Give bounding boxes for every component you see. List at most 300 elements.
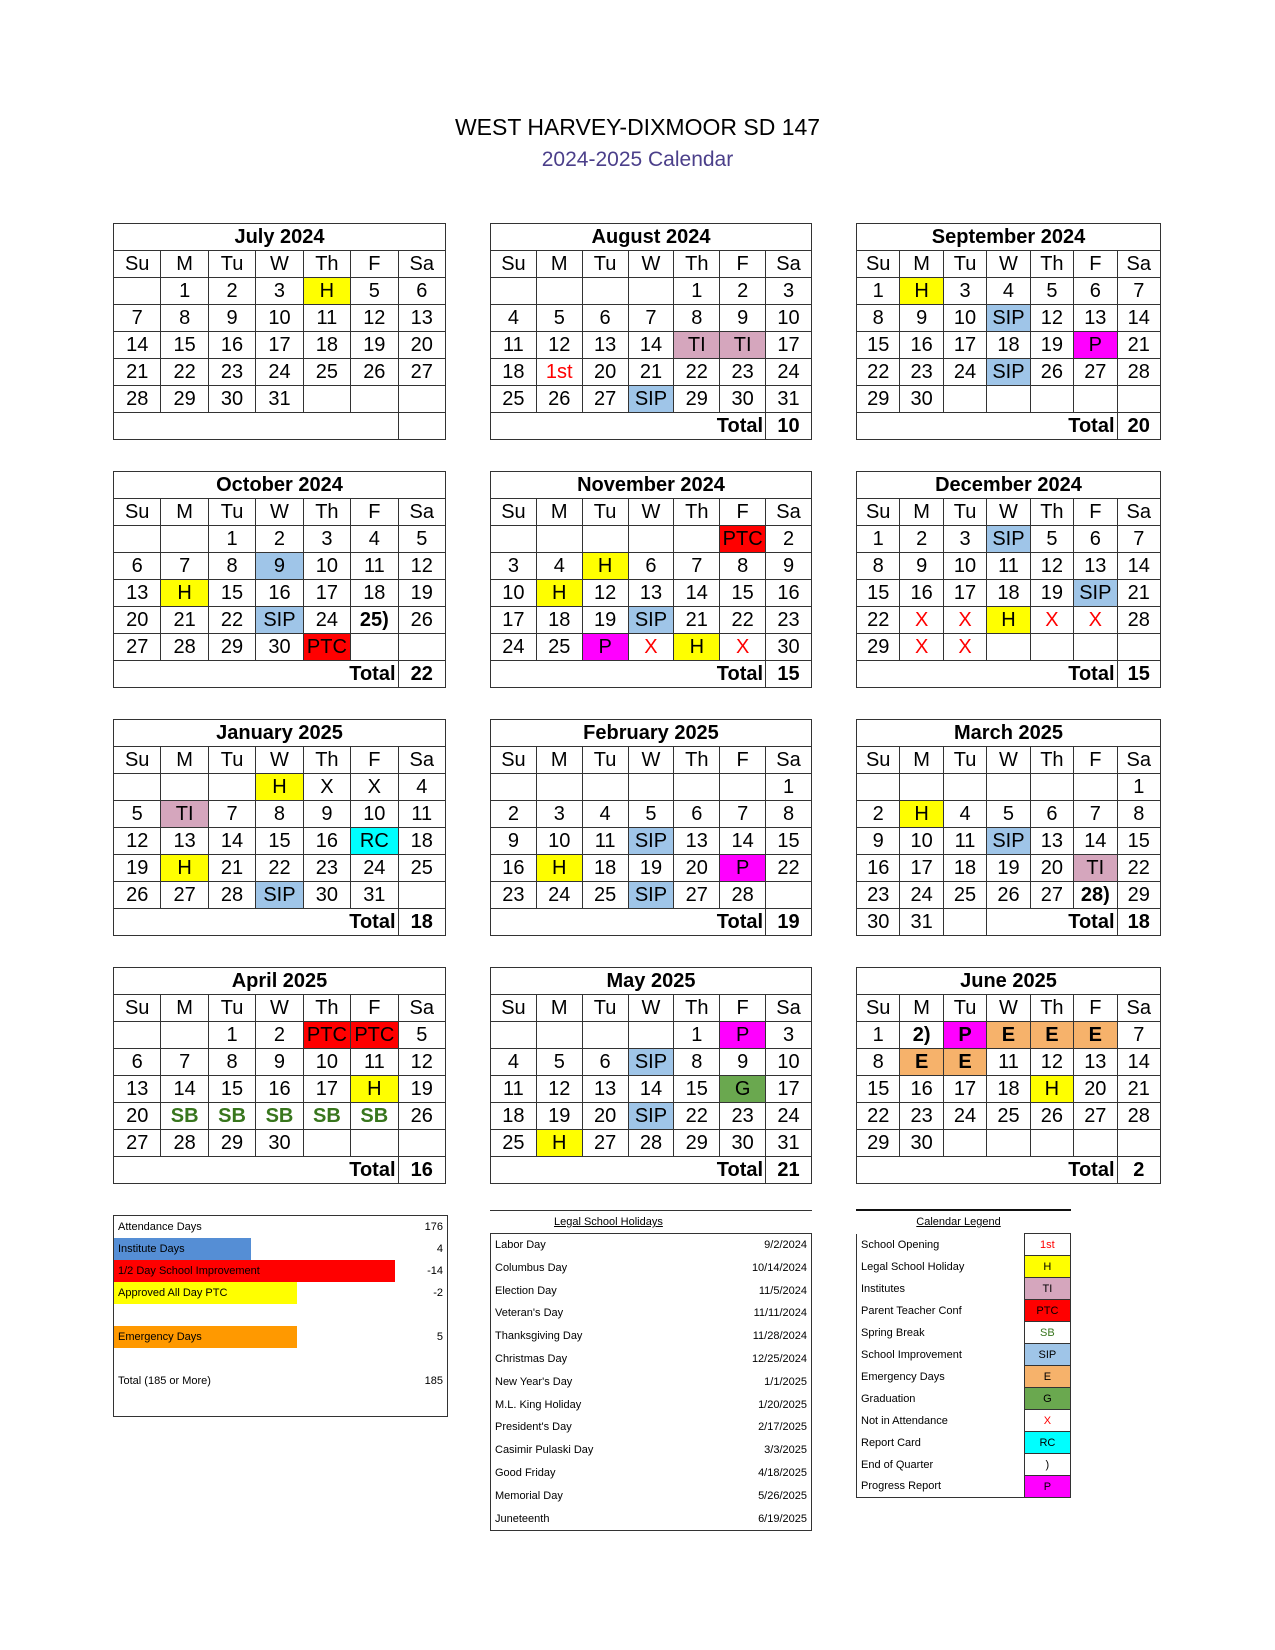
day-cell: 10 bbox=[943, 553, 986, 580]
day-cell: 2 bbox=[857, 801, 900, 828]
day-cell: 15 bbox=[674, 1076, 720, 1103]
day-cell: 13 bbox=[1074, 305, 1117, 332]
holiday-name: Veteran's Day bbox=[495, 1307, 564, 1320]
day-cell bbox=[1030, 634, 1073, 661]
summary-value: -14 bbox=[427, 1265, 443, 1277]
day-cell: 21 bbox=[1117, 580, 1160, 607]
day-cell: 16 bbox=[491, 855, 537, 882]
summary-value: 5 bbox=[436, 1331, 443, 1343]
day-cell: 26 bbox=[1030, 1103, 1073, 1130]
month-september-2024 bbox=[856, 223, 1161, 440]
weekday-header: M bbox=[900, 747, 943, 774]
day-cell: 3 bbox=[536, 801, 582, 828]
day-cell: 2 bbox=[766, 526, 812, 553]
page-title: WEST HARVEY-DIXMOOR SD 147 bbox=[454, 114, 821, 140]
day-cell: 16 bbox=[900, 1076, 943, 1103]
weekday-header: W bbox=[628, 499, 674, 526]
week-row bbox=[491, 774, 812, 801]
day-cell: 19 bbox=[987, 855, 1030, 882]
week-row bbox=[114, 774, 446, 801]
holiday-row bbox=[491, 1348, 811, 1371]
day-cell bbox=[398, 386, 445, 413]
week-row bbox=[114, 1103, 446, 1130]
legend-swatch: SIP bbox=[1024, 1344, 1070, 1366]
day-cell: 25 bbox=[303, 359, 350, 386]
day-cell: 15 bbox=[161, 332, 208, 359]
calendar-legend-title: Calendar Legend bbox=[916, 1216, 1001, 1228]
day-cell bbox=[900, 774, 943, 801]
day-cell: 21 bbox=[628, 359, 674, 386]
day-cell: 7 bbox=[1117, 1022, 1160, 1049]
day-cell bbox=[491, 1022, 537, 1049]
day-cell: 12 bbox=[114, 828, 161, 855]
day-cell: 23 bbox=[303, 855, 350, 882]
day-cell: 29 bbox=[674, 386, 720, 413]
week-row bbox=[857, 553, 1161, 580]
day-cell: 10 bbox=[900, 828, 943, 855]
day-cell bbox=[114, 774, 161, 801]
holiday-name: Christmas Day bbox=[495, 1352, 568, 1365]
summary-value: 4 bbox=[436, 1243, 443, 1255]
day-cell: 24 bbox=[256, 359, 303, 386]
week-row bbox=[491, 1022, 812, 1049]
month-august-2024 bbox=[490, 223, 812, 440]
day-cell: 26 bbox=[987, 882, 1030, 909]
day-cell: 7 bbox=[161, 553, 208, 580]
day-cell: 26 bbox=[398, 607, 445, 634]
holiday-row bbox=[491, 1325, 811, 1348]
day-cell: 23 bbox=[766, 607, 812, 634]
day-cell: 9 bbox=[857, 828, 900, 855]
weekday-header: F bbox=[1074, 251, 1117, 278]
day-cell: 9 bbox=[256, 1049, 303, 1076]
day-cell: TI bbox=[161, 801, 208, 828]
day-cell: 15 bbox=[208, 580, 255, 607]
day-cell: 28 bbox=[114, 386, 161, 413]
day-cell: 26 bbox=[114, 882, 161, 909]
week-row bbox=[857, 1076, 1161, 1103]
legend-label: School Opening bbox=[857, 1234, 1025, 1256]
day-cell: 10 bbox=[943, 305, 986, 332]
day-cell bbox=[674, 526, 720, 553]
weekday-header: Th bbox=[1030, 995, 1073, 1022]
day-cell: 24 bbox=[943, 1103, 986, 1130]
month-total: 20 bbox=[1117, 413, 1160, 440]
day-cell: 3 bbox=[303, 526, 350, 553]
day-cell: 30 bbox=[900, 1130, 943, 1157]
weekday-header: F bbox=[1074, 747, 1117, 774]
day-cell: 19 bbox=[114, 855, 161, 882]
day-cell: 4 bbox=[398, 774, 445, 801]
weekday-header: Th bbox=[674, 499, 720, 526]
day-cell: H bbox=[161, 855, 208, 882]
day-cell bbox=[1074, 634, 1117, 661]
day-cell: X bbox=[628, 634, 674, 661]
summary-row bbox=[114, 1326, 447, 1348]
day-cell: 20 bbox=[674, 855, 720, 882]
day-cell: 11 bbox=[303, 305, 350, 332]
day-cell: 6 bbox=[1030, 801, 1073, 828]
day-cell: SIP bbox=[987, 828, 1030, 855]
legend-label: Not in Attendance bbox=[857, 1410, 1025, 1432]
total-label: Total bbox=[857, 413, 1118, 440]
day-cell: 30 bbox=[720, 1130, 766, 1157]
day-cell: SB bbox=[161, 1103, 208, 1130]
summary-row bbox=[114, 1238, 447, 1260]
day-cell: 29 bbox=[857, 386, 900, 413]
holiday-row bbox=[491, 1234, 811, 1257]
day-cell: 8 bbox=[857, 553, 900, 580]
day-cell: 10 bbox=[303, 1049, 350, 1076]
weekday-header: Th bbox=[303, 499, 350, 526]
day-cell: 24 bbox=[943, 359, 986, 386]
total-label: Total bbox=[114, 909, 399, 936]
day-cell bbox=[536, 774, 582, 801]
day-cell: 10 bbox=[536, 828, 582, 855]
day-cell: 27 bbox=[398, 359, 445, 386]
summary-row bbox=[114, 1304, 447, 1326]
day-cell bbox=[943, 386, 986, 413]
day-cell: 1 bbox=[208, 526, 255, 553]
day-cell: 28 bbox=[720, 882, 766, 909]
weekday-header: Th bbox=[1030, 747, 1073, 774]
day-cell: H bbox=[674, 634, 720, 661]
week-row bbox=[491, 526, 812, 553]
day-cell: 20 bbox=[114, 607, 161, 634]
weekday-header: Sa bbox=[1117, 995, 1160, 1022]
day-cell: RC bbox=[351, 828, 398, 855]
month-title: May 2025 bbox=[491, 968, 812, 995]
day-cell: 30 bbox=[766, 634, 812, 661]
day-cell: 6 bbox=[582, 305, 628, 332]
day-cell: 20 bbox=[1074, 1076, 1117, 1103]
total-label: Total bbox=[114, 661, 399, 688]
legal-holidays-title: Legal School Holidays bbox=[554, 1216, 663, 1228]
day-cell: 27 bbox=[114, 634, 161, 661]
holiday-date: 3/3/2025 bbox=[764, 1444, 807, 1457]
legend-swatch: PTC bbox=[1024, 1300, 1070, 1322]
day-cell: 28 bbox=[161, 634, 208, 661]
day-cell: 23 bbox=[720, 1103, 766, 1130]
weekday-header: Th bbox=[1030, 251, 1073, 278]
holiday-date: 10/14/2024 bbox=[751, 1261, 807, 1274]
holiday-date: 11/11/2024 bbox=[753, 1307, 807, 1320]
week-row bbox=[114, 332, 446, 359]
day-cell: 10 bbox=[351, 801, 398, 828]
month-total: 16 bbox=[398, 1157, 445, 1184]
day-cell: 9 bbox=[766, 553, 812, 580]
day-cell: TI bbox=[1074, 855, 1117, 882]
month-february-2025 bbox=[490, 719, 812, 936]
month-total: 18 bbox=[398, 909, 445, 936]
day-cell: 2 bbox=[208, 278, 255, 305]
day-cell: 31 bbox=[766, 1130, 812, 1157]
day-cell: 1 bbox=[857, 1022, 900, 1049]
day-cell: 7 bbox=[208, 801, 255, 828]
day-cell: 7 bbox=[720, 801, 766, 828]
day-cell: 2 bbox=[720, 278, 766, 305]
day-cell: 12 bbox=[398, 553, 445, 580]
day-cell: 30 bbox=[256, 1130, 303, 1157]
day-cell: 4 bbox=[987, 278, 1030, 305]
day-cell: SB bbox=[303, 1103, 350, 1130]
weekday-header: F bbox=[1074, 499, 1117, 526]
weekday-header: Tu bbox=[582, 747, 628, 774]
day-cell: 10 bbox=[256, 305, 303, 332]
legend-swatch: ) bbox=[1024, 1454, 1070, 1476]
day-cell: 20 bbox=[582, 359, 628, 386]
day-cell: 5 bbox=[628, 801, 674, 828]
day-cell: 5 bbox=[114, 801, 161, 828]
day-cell: 11 bbox=[943, 828, 986, 855]
day-cell: 27 bbox=[161, 882, 208, 909]
day-cell: 28 bbox=[1117, 1103, 1160, 1130]
day-cell: 18 bbox=[491, 1103, 537, 1130]
day-cell bbox=[1117, 386, 1160, 413]
day-cell: 31 bbox=[256, 386, 303, 413]
weekday-header: F bbox=[351, 995, 398, 1022]
day-cell: 22 bbox=[766, 855, 812, 882]
legend-row bbox=[857, 1344, 1071, 1366]
day-cell bbox=[1074, 774, 1117, 801]
day-cell: PTC bbox=[303, 634, 350, 661]
legend-row bbox=[857, 1388, 1071, 1410]
week-row bbox=[114, 1022, 446, 1049]
day-cell: 13 bbox=[114, 580, 161, 607]
day-cell bbox=[161, 526, 208, 553]
weekday-header: W bbox=[628, 251, 674, 278]
day-cell: 25 bbox=[536, 634, 582, 661]
day-cell: X bbox=[1030, 607, 1073, 634]
day-cell bbox=[536, 526, 582, 553]
holiday-row bbox=[491, 1302, 811, 1325]
weekday-header: Su bbox=[491, 747, 537, 774]
holiday-row bbox=[491, 1439, 811, 1462]
day-cell: 29 bbox=[857, 1130, 900, 1157]
day-cell: 3 bbox=[491, 553, 537, 580]
holiday-name: New Year's Day bbox=[495, 1375, 573, 1388]
day-cell: 8 bbox=[1117, 801, 1160, 828]
holiday-name: President's Day bbox=[495, 1421, 572, 1434]
day-cell: 24 bbox=[766, 1103, 812, 1130]
day-cell: H bbox=[536, 580, 582, 607]
day-cell: 8 bbox=[208, 1049, 255, 1076]
day-cell: 29 bbox=[208, 1130, 255, 1157]
week-row bbox=[857, 1130, 1161, 1157]
day-cell: 14 bbox=[1117, 305, 1160, 332]
day-cell: H bbox=[1030, 1076, 1073, 1103]
day-cell: H bbox=[900, 801, 943, 828]
day-cell: 28 bbox=[1117, 607, 1160, 634]
holiday-date: 5/26/2025 bbox=[758, 1489, 807, 1502]
total-label: Total bbox=[491, 909, 766, 936]
week-row bbox=[857, 580, 1161, 607]
weekday-header: Su bbox=[114, 995, 161, 1022]
day-cell: 21 bbox=[114, 359, 161, 386]
day-cell bbox=[987, 774, 1030, 801]
holiday-name: Thanksgiving Day bbox=[495, 1330, 583, 1343]
week-row bbox=[114, 1049, 446, 1076]
day-cell: 18 bbox=[987, 1076, 1030, 1103]
day-cell bbox=[987, 634, 1030, 661]
month-title: December 2024 bbox=[857, 472, 1161, 499]
weekday-header: F bbox=[720, 499, 766, 526]
weekday-header: W bbox=[987, 995, 1030, 1022]
month-title: October 2024 bbox=[114, 472, 446, 499]
weekday-header: Su bbox=[857, 499, 900, 526]
week-row bbox=[114, 801, 446, 828]
day-cell bbox=[1074, 386, 1117, 413]
day-cell: 11 bbox=[582, 828, 628, 855]
day-cell: X bbox=[1074, 607, 1117, 634]
holiday-name: Casimir Pulaski Day bbox=[495, 1444, 594, 1457]
week-row bbox=[491, 801, 812, 828]
month-may-2025 bbox=[490, 967, 812, 1184]
day-cell: 5 bbox=[398, 1022, 445, 1049]
day-cell: 4 bbox=[943, 801, 986, 828]
day-cell: 12 bbox=[582, 580, 628, 607]
legend-row bbox=[857, 1476, 1071, 1498]
weekday-header: M bbox=[900, 499, 943, 526]
month-title: February 2025 bbox=[491, 720, 812, 747]
weekday-header: M bbox=[161, 747, 208, 774]
total-label bbox=[114, 413, 399, 440]
day-cell: 26 bbox=[351, 359, 398, 386]
legend-swatch: X bbox=[1024, 1410, 1070, 1432]
day-cell: 10 bbox=[491, 580, 537, 607]
week-row bbox=[857, 1103, 1161, 1130]
day-cell: 14 bbox=[208, 828, 255, 855]
day-cell: X bbox=[720, 634, 766, 661]
day-cell: 11 bbox=[351, 1049, 398, 1076]
day-cell: SIP bbox=[628, 882, 674, 909]
holiday-row bbox=[491, 1257, 811, 1280]
day-cell bbox=[674, 774, 720, 801]
weekday-header: W bbox=[987, 747, 1030, 774]
legend-label: Report Card bbox=[857, 1432, 1025, 1454]
holiday-date: 11/28/2024 bbox=[752, 1330, 807, 1343]
day-cell: 17 bbox=[303, 1076, 350, 1103]
day-cell: H bbox=[303, 278, 350, 305]
weekday-header: Tu bbox=[208, 499, 255, 526]
week-row bbox=[857, 526, 1161, 553]
month-title: April 2025 bbox=[114, 968, 446, 995]
day-cell: 23 bbox=[900, 1103, 943, 1130]
day-cell: 30 bbox=[303, 882, 350, 909]
day-cell: E bbox=[987, 1022, 1030, 1049]
month-july-2024 bbox=[113, 223, 446, 440]
holiday-date: 11/5/2024 bbox=[758, 1284, 807, 1297]
day-cell: 11 bbox=[987, 553, 1030, 580]
day-cell: 24 bbox=[536, 882, 582, 909]
day-cell: 9 bbox=[256, 553, 303, 580]
day-cell: 16 bbox=[208, 332, 255, 359]
summary-label: 1/2 Day School Improvement bbox=[118, 1265, 260, 1277]
month-title: June 2025 bbox=[857, 968, 1161, 995]
day-cell: 8 bbox=[720, 553, 766, 580]
week-row bbox=[491, 553, 812, 580]
week-row bbox=[491, 278, 812, 305]
day-cell: 21 bbox=[674, 607, 720, 634]
week-row bbox=[114, 1076, 446, 1103]
day-cell: 5 bbox=[536, 305, 582, 332]
day-cell: SB bbox=[256, 1103, 303, 1130]
day-cell: 13 bbox=[674, 828, 720, 855]
day-cell: 8 bbox=[674, 305, 720, 332]
day-cell: 6 bbox=[1074, 278, 1117, 305]
legend-row bbox=[857, 1322, 1071, 1344]
day-cell: 22 bbox=[674, 1103, 720, 1130]
day-cell: 22 bbox=[208, 607, 255, 634]
day-cell: 20 bbox=[114, 1103, 161, 1130]
attendance-summary bbox=[113, 1215, 448, 1417]
summary-label: Total (185 or More) bbox=[118, 1375, 211, 1387]
day-cell bbox=[628, 526, 674, 553]
day-cell: 10 bbox=[766, 305, 812, 332]
week-row bbox=[491, 882, 812, 909]
day-cell: 22 bbox=[857, 1103, 900, 1130]
weekday-header: M bbox=[161, 995, 208, 1022]
day-cell: 14 bbox=[674, 580, 720, 607]
day-cell: SIP bbox=[1074, 580, 1117, 607]
day-cell: 27 bbox=[582, 386, 628, 413]
day-cell: 14 bbox=[161, 1076, 208, 1103]
week-row bbox=[114, 580, 446, 607]
week-row bbox=[857, 607, 1161, 634]
weekday-header: Su bbox=[491, 251, 537, 278]
legal-holidays-panel bbox=[490, 1210, 812, 1531]
week-row bbox=[857, 1049, 1161, 1076]
day-cell: 18 bbox=[303, 332, 350, 359]
day-cell: H bbox=[536, 855, 582, 882]
day-cell: SIP bbox=[987, 359, 1030, 386]
day-cell: 13 bbox=[114, 1076, 161, 1103]
month-title: January 2025 bbox=[114, 720, 446, 747]
legend-row bbox=[857, 1454, 1071, 1476]
day-cell: 1 bbox=[208, 1022, 255, 1049]
weekday-header: Sa bbox=[398, 747, 445, 774]
day-cell: 5 bbox=[1030, 526, 1073, 553]
weekday-header: Tu bbox=[943, 995, 986, 1022]
weekday-header: W bbox=[628, 747, 674, 774]
month-title: March 2025 bbox=[857, 720, 1161, 747]
holiday-name: Labor Day bbox=[495, 1239, 546, 1251]
day-cell: 14 bbox=[1074, 828, 1117, 855]
weekday-header: Th bbox=[674, 995, 720, 1022]
weekday-header: F bbox=[720, 251, 766, 278]
day-cell: 5 bbox=[398, 526, 445, 553]
month-total bbox=[398, 413, 445, 440]
day-cell: P bbox=[720, 855, 766, 882]
weekday-header: Th bbox=[303, 251, 350, 278]
day-cell: 20 bbox=[1030, 855, 1073, 882]
total-label: Total bbox=[491, 1157, 766, 1184]
day-cell: 28 bbox=[1117, 359, 1160, 386]
day-cell: 23 bbox=[857, 882, 900, 909]
day-cell: 24 bbox=[766, 359, 812, 386]
day-cell bbox=[582, 774, 628, 801]
month-june-2025 bbox=[856, 967, 1161, 1184]
day-cell: H bbox=[161, 580, 208, 607]
day-cell: E bbox=[1074, 1022, 1117, 1049]
day-cell: X bbox=[943, 607, 986, 634]
day-cell: SIP bbox=[987, 526, 1030, 553]
day-cell: 15 bbox=[857, 1076, 900, 1103]
summary-value: 176 bbox=[424, 1221, 443, 1233]
holiday-row bbox=[491, 1371, 811, 1394]
day-cell: 3 bbox=[766, 278, 812, 305]
day-cell: 17 bbox=[900, 855, 943, 882]
